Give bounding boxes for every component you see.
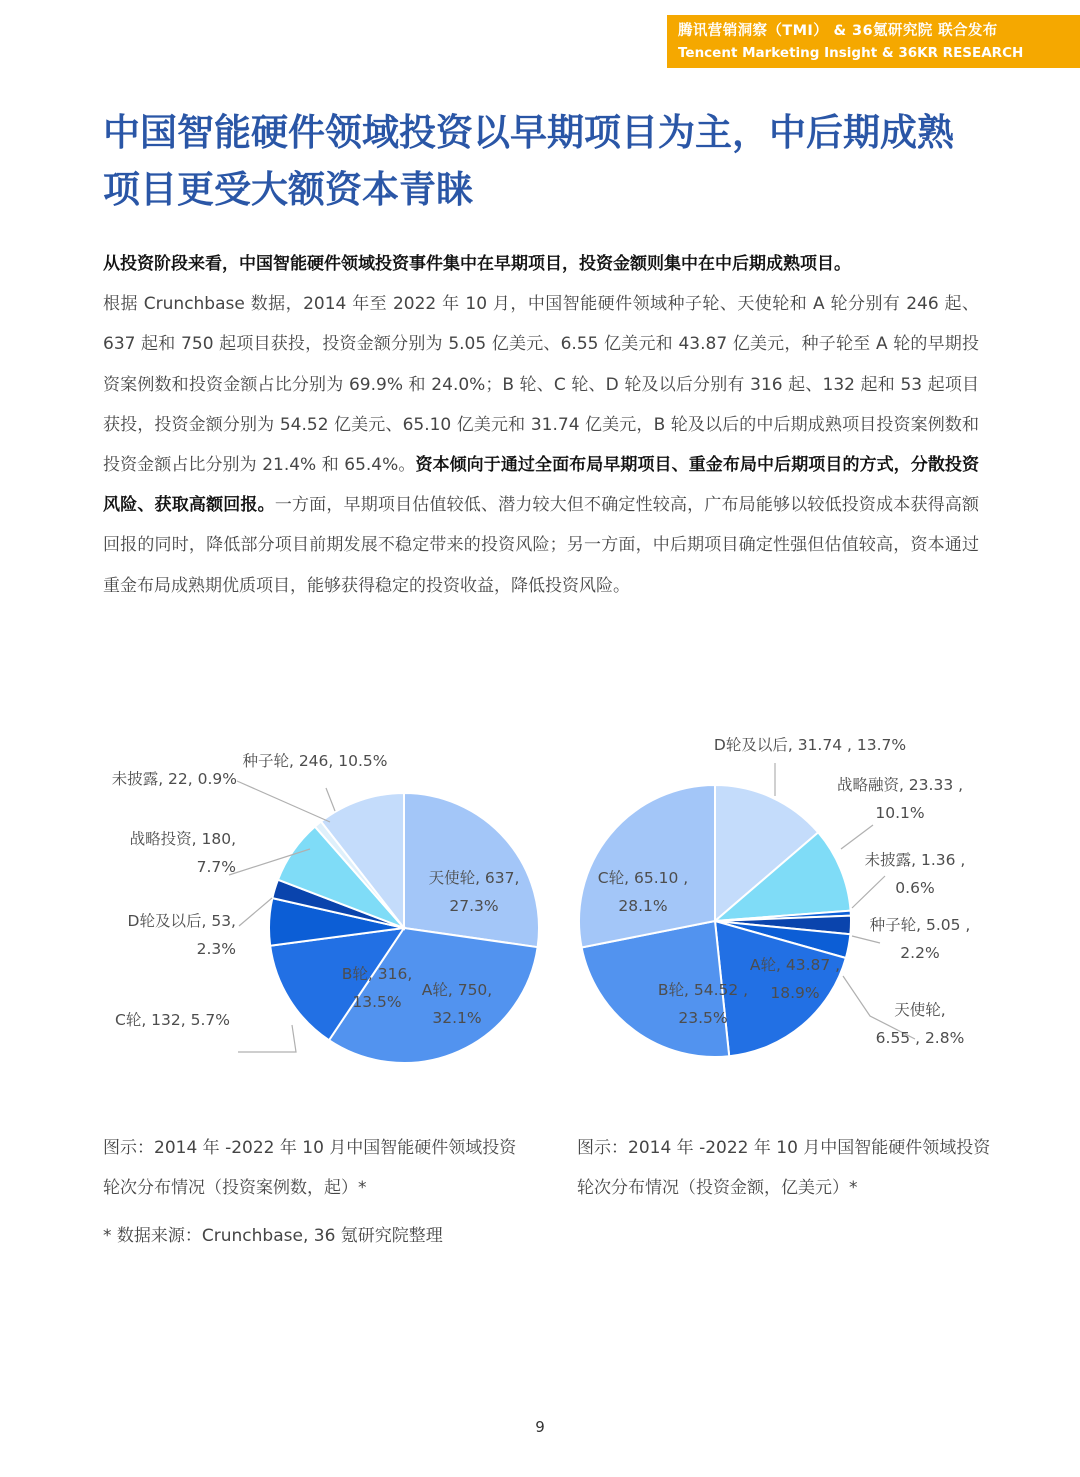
leader-line — [852, 936, 880, 943]
intro-bold: 从投资阶段来看，中国智能硬件领域投资事件集中在早期项目，投资金额则集中在中后期成熟项目。 — [103, 254, 851, 274]
slice-percent-label: 2.2% — [900, 944, 940, 962]
slice-label: 种子轮, 246, 10.5% — [242, 752, 388, 770]
slice-percent-label: 2.3% — [196, 940, 236, 958]
slice-label: C轮, 65.10 , — [597, 869, 689, 887]
caption-right: 图示：2014 年 -2022 年 10 月中国智能硬件领域投资轮次分布情况（投资金额，亿美元）* — [577, 1138, 991, 1198]
slice-label: B轮, 54.52 , — [657, 981, 749, 999]
body-text-1: 根据 Crunchbase 数据，2014 年至 2022 年 10 月，中国智能硬件领域种子轮、天使轮和 A 轮分别有 246 起、637 起和 750 起项目获投，投资金额分别为 5.05 亿美元、6.55 亿美元和 43.87 亿美元，种子轮至 A 轮的早期投资案例数和投资金额占比分别为 69.9% 和 24.0%；B 轮、C 轮、D 轮及以后分别有 316 起、132 起和 53 起项目获投，投资金额分别为 54.52 亿美元、65.10 亿美元和 31.74 亿美元，B 轮及以后的中后期成熟项目投资案例数和投资金额占比分别为 21.4% 和 65.4%。 — [103, 294, 979, 476]
caption-left: 图示：2014 年 -2022 年 10 月中国智能硬件领域投资轮次分布情况（投资案例数，起）* — [103, 1138, 517, 1198]
leader-line — [238, 1025, 296, 1052]
slice-percent-label: 32.1% — [432, 1009, 482, 1027]
body-text-2: 一方面，早期项目估值较低、潜力较大但不确定性较高，广布局能够以较低投资成本获得高额回报的同时，降低部分项目前期发展不稳定带来的投资风险；另一方面，中后期项目确定性强但估值较高，资本通过重金布局成熟期优质项目，能够获得稳定的投资收益，降低投资风险。 — [103, 495, 980, 596]
slice-percent-label: 13.5% — [352, 993, 402, 1011]
slice-label: 天使轮, 637, — [428, 869, 520, 887]
leader-line — [326, 788, 335, 811]
leader-line — [841, 825, 873, 849]
slice-percent-label: 6.55 , 2.8% — [875, 1029, 965, 1047]
slice-label: B轮, 316, — [341, 965, 413, 983]
slice-percent-label: 23.5% — [678, 1009, 728, 1027]
slice-percent-label: 27.3% — [449, 897, 499, 915]
data-source: * 数据来源：Crunchbase, 36 氪研究院整理 — [103, 1226, 443, 1246]
slice-label: A轮, 43.87 , — [749, 956, 841, 974]
slice-label: 未披露, 1.36 , — [864, 851, 966, 869]
mid-bold: 资本倾向于通过全面布局早期项目、重金布局中后期项目的方式，分散投资风险、获取高额回报。 — [103, 455, 979, 516]
slice-label: 战略投资, 180, — [129, 830, 236, 848]
slice-label: A轮, 750, — [421, 981, 493, 999]
body-paragraph — [103, 244, 979, 606]
slice-percent-label: 18.9% — [770, 984, 820, 1002]
slice-label: D轮及以后, 31.74 , 13.7% — [713, 736, 907, 754]
slice-label: 种子轮, 5.05 , — [869, 916, 971, 934]
slice-label: C轮, 132, 5.7% — [115, 1011, 230, 1029]
slice-label: 天使轮, — [894, 1001, 946, 1019]
publisher-header — [667, 15, 1080, 68]
slice-percent-label: 0.6% — [895, 879, 935, 897]
page-title: 中国智能硬件领域投资以早期项目为主，中后期成熟项目更受大额资本青睐 — [103, 111, 954, 211]
slice-percent-label: 28.1% — [618, 897, 668, 915]
slice-percent-label: 7.7% — [196, 858, 236, 876]
slice-label: D轮及以后, 53, — [127, 912, 236, 930]
publisher-cn: 腾讯营销洞察（TMI） & 36氪研究院 联合发布 — [678, 23, 998, 39]
page-number: 9 — [535, 1418, 545, 1436]
leader-line — [239, 898, 272, 926]
slice-percent-label: 10.1% — [875, 804, 925, 822]
leader-line — [852, 876, 885, 908]
slice-label: 未披露, 22, 0.9% — [111, 770, 237, 788]
slice-label: 战略融资, 23.33 , — [836, 776, 964, 794]
pie-slice — [579, 785, 715, 947]
pie-chart-deal-count — [100, 725, 550, 1095]
leader-line — [237, 781, 330, 822]
publisher-en: Tencent Marketing Insight & 36KR RESEARCH — [678, 45, 1024, 61]
pie-chart-investment-amount — [565, 725, 985, 1095]
